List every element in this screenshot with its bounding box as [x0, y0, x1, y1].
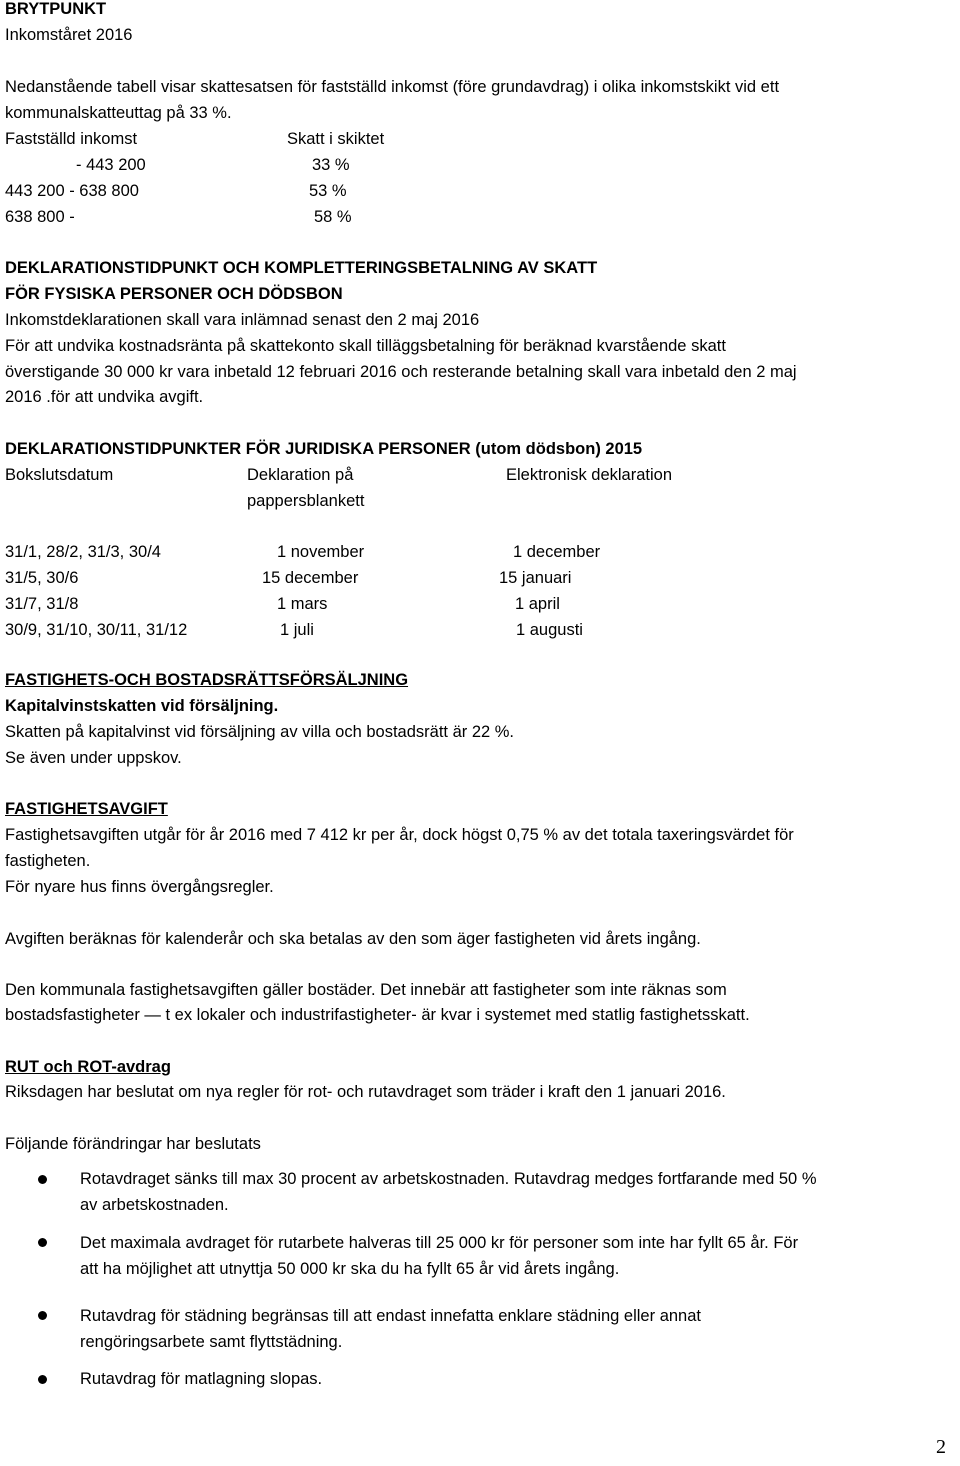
page-title: BRYTPUNKT [5, 0, 107, 18]
juridiska-col-papper-1: Deklaration på [247, 466, 354, 484]
juridiska-row-1-date: 31/1, 28/2, 31/3, 30/4 [5, 543, 161, 561]
bullet-2-line-2: att ha möjlighet att utnyttja 50 000 kr ska du ha fyllt 65 år vid årets ingång. [80, 1260, 620, 1278]
juridiska-row-4-paper: 1 juli [280, 621, 314, 639]
juridiska-row-4-date: 30/9, 31/10, 30/11, 31/12 [5, 621, 188, 639]
juridiska-heading: DEKLARATIONSTIDPUNKTER FÖR JURIDISKA PERSONER (utom dödsbon) 2015 [5, 440, 643, 458]
fastighetsavgift-line-2: fastigheten. [5, 852, 91, 870]
tax-column-header: Skatt i skiktet [287, 130, 385, 148]
bullet-dot [38, 1375, 47, 1384]
rut-rot-line-1: Riksdagen har beslutat om nya regler för rot- och rutavdraget som träder i kraft den 1 januari 2016. [5, 1083, 726, 1101]
rut-rot-line-2: Följande förändringar har beslutats [5, 1135, 261, 1153]
bullet-2-line-1: Det maximala avdraget för rutarbete halveras till 25 000 kr för personer som inte har fyllt 65 år. För [80, 1234, 799, 1252]
tax-row-1: 33 % [312, 156, 350, 174]
fysiska-heading-1: DEKLARATIONSTIDPUNKT OCH KOMPLETTERINGSBETALNING AV SKATT [5, 259, 598, 277]
bullet-dot [38, 1311, 47, 1320]
juridiska-col-papper-2: pappersblankett [247, 492, 365, 510]
bullet-dot [38, 1238, 47, 1247]
page-number: 2 [936, 1436, 946, 1458]
bullet-1-line-1: Rotavdraget sänks till max 30 procent av arbetskostnaden. Rutavdrag medges fortfarande med 50 % [80, 1170, 817, 1188]
fastighetsavgift-line-5: Den kommunala fastighetsavgiften gäller bostäder. Det innebär att fastigheter som inte räknas som [5, 981, 727, 999]
tax-row-3: 58 % [314, 208, 352, 226]
juridiska-row-2-date: 31/5, 30/6 [5, 569, 79, 587]
fastighetsavgift-line-4: Avgiften beräknas för kalenderår och ska betalas av den som äger fastigheten vid årets ingång. [5, 930, 701, 948]
juridiska-row-2-paper: 15 december [262, 569, 359, 587]
income-row-2: 443 200 - 638 800 [5, 182, 139, 200]
fysiska-line-3: överstigande 30 000 kr vara inbetald 12 februari 2016 och resterande betalning skall vara inbetald den 2 maj [5, 363, 797, 381]
fastighetsavgift-line-6: bostadsfastigheter — t ex lokaler och industrifastigheter- är kvar i systemet med statlig fastighetsskatt. [5, 1006, 750, 1024]
juridiska-row-3-paper: 1 mars [277, 595, 328, 613]
rut-rot-heading: RUT och ROT-avdrag [5, 1058, 171, 1076]
intro-line-2: kommunalskatteuttag på 33 %. [5, 104, 232, 122]
income-column-header: Fastställd inkomst [5, 130, 138, 148]
juridiska-row-1-paper: 1 november [277, 543, 365, 561]
juridiska-row-3-date: 31/7, 31/8 [5, 595, 79, 613]
juridiska-col-bokslut: Bokslutsdatum [5, 466, 114, 484]
juridiska-row-4-electronic: 1 augusti [516, 621, 583, 639]
forsaljning-line-1: Skatten på kapitalvinst vid försäljning av villa och bostadsrätt är 22 %. [5, 723, 515, 741]
fastighetsavgift-line-1: Fastighetsavgiften utgår för år 2016 med 7 412 kr per år, dock högst 0,75 % av det totala taxeringsvärdet för [5, 826, 794, 844]
intro-line-1: Nedanstående tabell visar skattesatsen för fastställd inkomst (före grundavdrag) i olika inkomstskikt vid ett [5, 78, 780, 96]
forsaljning-heading: FASTIGHETS-OCH BOSTADSRÄTTSFÖRSÄLJNING [5, 671, 409, 689]
juridiska-row-2-electronic: 15 januari [499, 569, 572, 587]
bullet-4-line-1: Rutavdrag för matlagning slopas. [80, 1370, 323, 1388]
bullet-3-line-1: Rutavdrag för städning begränsas till att endast innefatta enklare städning eller annat [80, 1307, 701, 1325]
income-row-1: - 443 200 [76, 156, 146, 174]
forsaljning-subheading: Kapitalvinstskatten vid försäljning. [5, 697, 279, 715]
juridiska-row-3-electronic: 1 april [515, 595, 560, 613]
forsaljning-line-2: Se även under uppskov. [5, 749, 182, 767]
fysiska-line-1: Inkomstdeklarationen skall vara inlämnad senast den 2 maj 2016 [5, 311, 480, 329]
tax-row-2: 53 % [309, 182, 347, 200]
bullet-dot [38, 1175, 47, 1184]
fysiska-line-2: För att undvika kostnadsränta på skattekonto skall tilläggsbetalning för beräknad kvarstående skatt [5, 337, 726, 355]
bullet-3-line-2: rengöringsarbete samt flyttstädning. [80, 1333, 343, 1351]
fysiska-line-4: 2016 .för att undvika avgift. [5, 388, 204, 406]
fysiska-heading-2: FÖR FYSISKA PERSONER OCH DÖDSBON [5, 285, 343, 303]
income-row-3: 638 800 - [5, 208, 75, 226]
juridiska-row-1-electronic: 1 december [513, 543, 601, 561]
fastighetsavgift-heading: FASTIGHETSAVGIFT [5, 800, 168, 818]
juridiska-col-elektronisk: Elektronisk deklaration [506, 466, 672, 484]
page-subtitle: Inkomståret 2016 [5, 26, 133, 44]
fastighetsavgift-line-3: För nyare hus finns övergångsregler. [5, 878, 274, 896]
bullet-1-line-2: av arbetskostnaden. [80, 1196, 229, 1214]
